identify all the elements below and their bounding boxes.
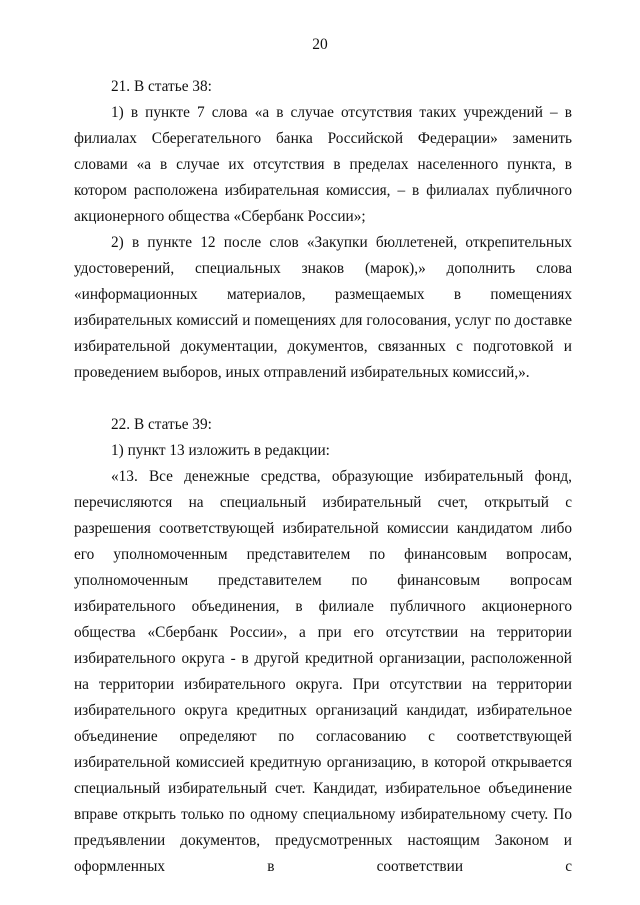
article-39-item-13-text: «13. Все денежные средства, образующие избирательный фонд, перечисляются на специальный избирательный счет, открытый с разрешения соответствующей избирательной комиссии кандидатом либо его уполномоченным представителем по финансовым вопросам, уполномоченным представителем по финансовым вопросам избирательного объединения, в филиале публичного акционерного общества «Сбербанк России», а при его отсутствии на территории избирательного округа - в другой кредитной организации, расположенной на территории избирательного округа. При отсутствии на территории избирательного округа кредитных организаций кандидат, избирательное объединение определяют по согласованию с соответствующей избирательной комиссией кредитную организацию, в которой открывается специальный избирательный счет. Кандидат, избирательное объединение вправе открыть только по одному специальному избирательному счету. По предъявлении документов, предусмотренных настоящим Законом и оформленных в соответствии с [74,468,572,875]
page-number: 20 [312,36,328,53]
article-38-heading: 21. В статье 38: [111,78,212,95]
article-38-item-2: 2) в пункте 12 после слов «Закупки бюллетеней, открепительных удостоверений, специальных знаков (марок),» дополнить слова «информационных материалов, размещаемых в помещениях избирательных комиссий и помещениях для голосования, услуг по доставке избирательной документации, документов, связанных с подготовкой и проведением выборов, иных отправлений избирательных комиссий,». [74,234,572,381]
article-38-item-1: 1) в пункте 7 слова «а в случае отсутствия таких учреждений – в филиалах Сберегательного банка Российской Федерации» заменить словами «а в случае их отсутствия в пределах населенного пункта, в котором расположена избирательная комиссия, – в филиалах публичного акционерного общества «Сбербанк России»; [74,104,572,225]
article-39-item-1: 1) пункт 13 изложить в редакции: [111,442,330,459]
article-39-heading: 22. В статье 39: [111,416,212,433]
document-body [74,74,572,880]
